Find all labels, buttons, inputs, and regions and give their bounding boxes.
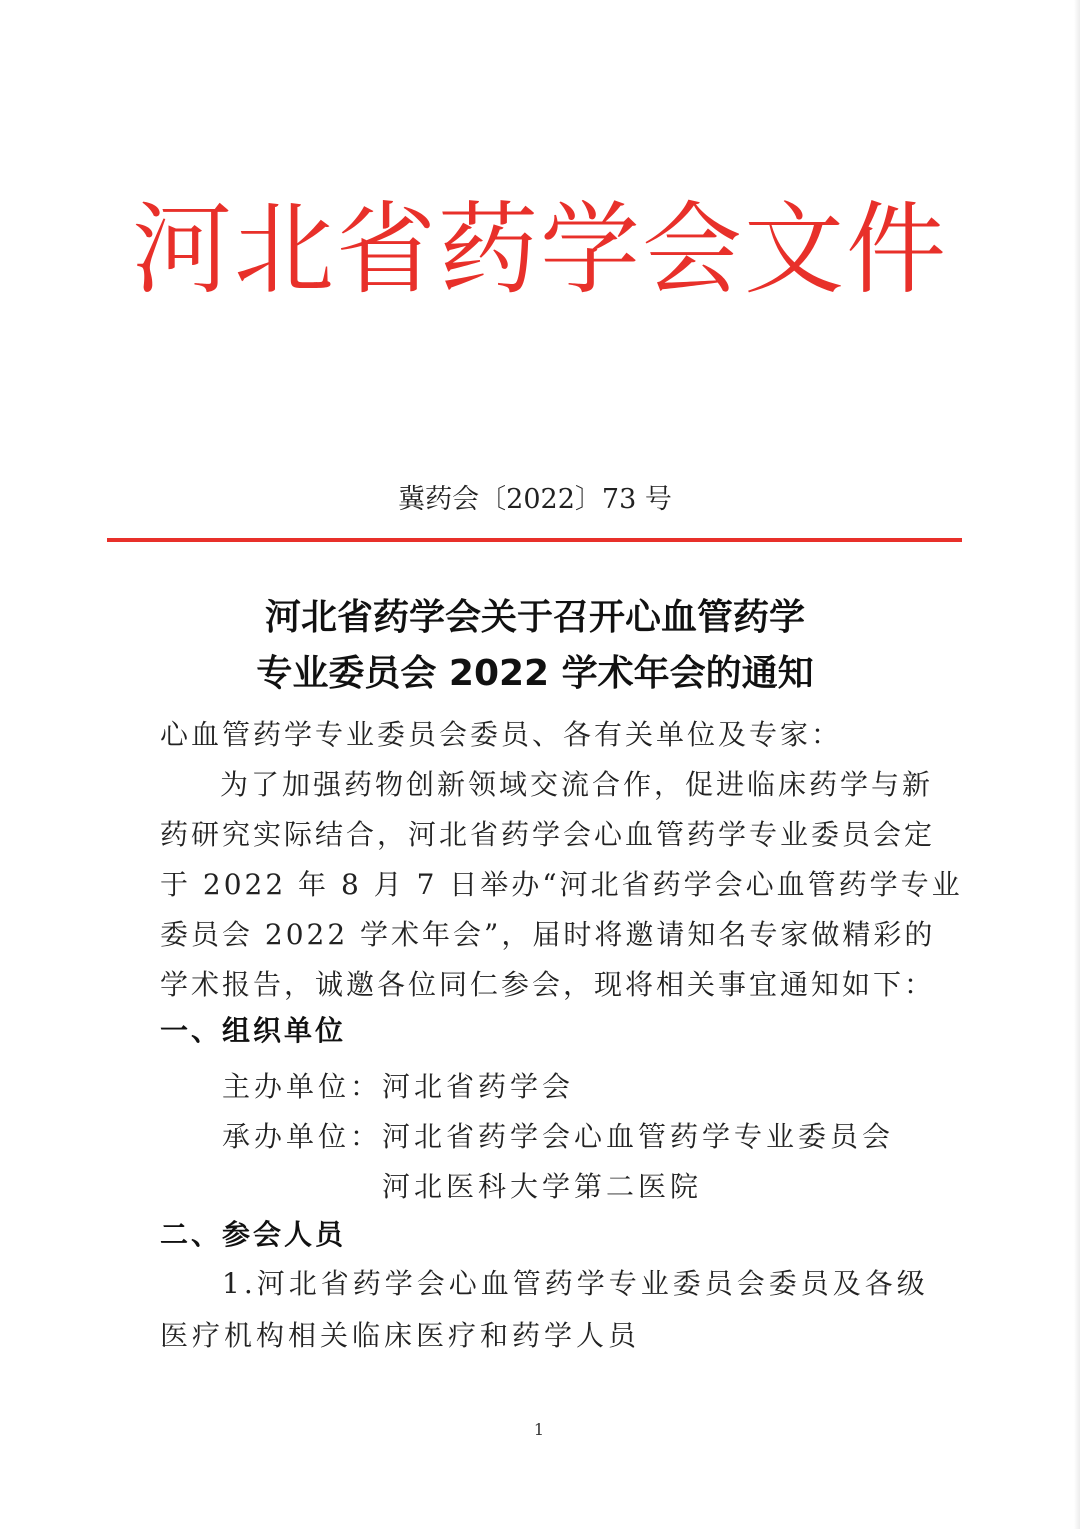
section-heading-organizers: 一、组织单位 [160,1014,347,1047]
document-number: 冀药会〔2022〕73 号 [398,484,672,515]
host-unit-line: 主办单位：河北省药学会 [222,1070,575,1103]
paragraph-line: 为了加强药物创新领域交流合作，促进临床药学与新 [220,768,934,801]
attendee-item-line: 1.河北省药学会心血管药学专业委员会委员及各级 [222,1267,929,1300]
organizer-unit-line: 承办单位：河北省药学会心血管药学专业委员会 [222,1120,895,1153]
scan-edge-shadow [1074,0,1080,1529]
paragraph-line: 于 2022 年 8 月 7 日举办“河北省药学会心血管药学专业 [160,868,963,901]
intro-paragraph [160,760,963,1010]
notice-title [110,590,960,702]
notice-title-line-1: 河北省药学会关于召开心血管药学 [264,597,805,638]
paragraph-line: 学术报告，诚邀各位同仁参会，现将相关事宜通知如下： [160,968,936,1001]
page-number: 1 [533,1420,545,1439]
notice-title-line-2: 专业委员会 2022 学术年会的通知 [256,653,814,694]
paragraph-line: 药研究实际结合，河北省药学会心血管药学专业委员会定 [160,818,936,851]
salutation: 心血管药学专业委员会委员、各有关单位及专家： [160,718,843,751]
attendee-item-1 [160,1258,929,1362]
section-heading-attendees: 二、参会人员 [160,1218,347,1251]
paragraph-line: 委员会 2022 学术年会”，届时将邀请知名专家做精彩的 [160,918,936,951]
red-divider-line [107,538,962,542]
attendee-item-line: 医疗机构相关临床医疗和药学人员 [160,1319,641,1352]
org-header-title: 河北省药学会文件 [132,191,948,308]
organizer-unit-line-2: 河北医科大学第二医院 [382,1170,703,1203]
